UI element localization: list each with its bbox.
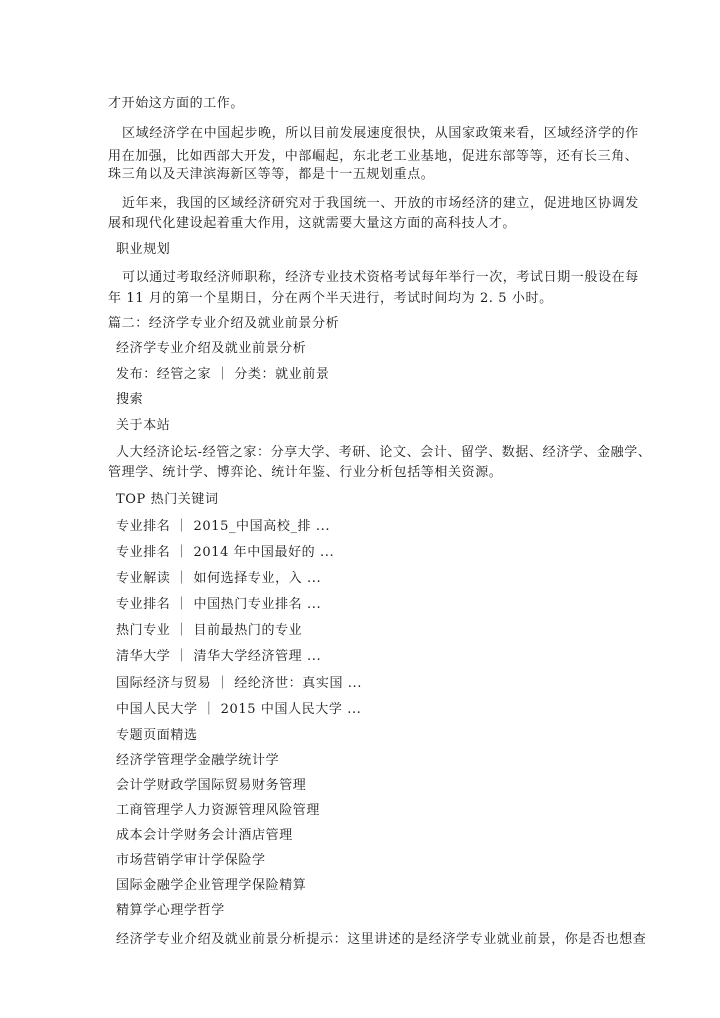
closing-paragraph: 经济学专业介绍及就业前景分析提示：这里讲述的是经济学专业就业前景，你是否也想查 [116,932,647,947]
about-text-line-1: 人大经济论坛-经管之家：分享大学、考研、论文、会计、留学、数据、经济学、金融学、 [116,445,652,460]
article2-heading: 篇二：经济学专业介绍及就业前景分析 [108,316,340,331]
intro-paragraph: 才开始这方面的工作。 [108,96,245,111]
featured-link[interactable]: 会计学财政学国际贸易财务管理 [116,778,307,793]
keyword-link[interactable]: 专业排名 ｜ 中国热门专业排名 ... [116,597,322,612]
career-heading: 职业规划 [116,242,171,257]
career-paragraph-line-1: 可以通过考取经济师职称，经济专业技术资格考试每年举行一次，考试日期一般设在每 [122,270,639,285]
featured-link[interactable]: 经济学管理学金融学统计学 [116,753,280,768]
keyword-link[interactable]: 中国人民大学 ｜ 2015 中国人民大学 ... [116,702,362,717]
search-label[interactable]: 搜索 [116,392,144,407]
keyword-link[interactable]: 热门专业 ｜ 目前最热门的专业 [116,623,303,638]
keyword-link[interactable]: 专业解读 ｜ 如何选择专业，入 ... [116,571,322,586]
regional-paragraph-line-3: 珠三角以及天津滨海新区等等，都是十一五规划重点。 [108,167,435,182]
keyword-link[interactable]: 专业排名 ｜ 2014 年中国最好的 ... [116,545,335,560]
about-text-line-2: 管理学、统计学、博弈论、统计年鉴、行业分析包括等相关资源。 [108,465,503,480]
article2-title: 经济学专业介绍及就业前景分析 [116,341,307,356]
keyword-link[interactable]: 国际经济与贸易 ｜ 经纶济世：真实国 ... [116,676,362,691]
featured-link[interactable]: 成本会计学财务会计酒店管理 [116,828,293,843]
top-keywords-label: TOP 热门关键词 [116,492,219,507]
regional-paragraph-line-1: 区域经济学在中国起步晚，所以目前发展速度很快，从国家政策来看，区域经济学的作 [122,126,639,141]
regional-paragraph-line-2: 用在加强，比如西部大开发，中部崛起，东北老工业基地，促进东部等等，还有长三角、 [108,149,639,164]
featured-link[interactable]: 工商管理学人力资源管理风险管理 [116,803,321,818]
keyword-link[interactable]: 清华大学 ｜ 清华大学经济管理 ... [116,649,322,664]
featured-link[interactable]: 精算学心理学哲学 [116,903,225,918]
article-meta: 发布：经管之家 ｜ 分类：就业前景 [116,367,330,382]
recent-paragraph-line-1: 近年来，我国的区域经济研究对于我国统一、开放的市场经济的建立，促进地区协调发 [122,196,639,211]
recent-paragraph-line-2: 展和现代化建设起着重大作用，这就需要大量这方面的高科技人才。 [108,216,517,231]
featured-link[interactable]: 国际金融学企业管理学保险精算 [116,878,307,893]
featured-link[interactable]: 市场营销学审计学保险学 [116,853,266,868]
career-paragraph-line-2: 年 11 月的第一个星期日，分在两个半天进行，考试时间均为 2. 5 小时。 [108,291,553,306]
keyword-link[interactable]: 专业排名 ｜ 2015_中国高校_排 ... [116,519,331,534]
about-label: 关于本站 [116,418,171,433]
featured-label: 专题页面精选 [116,728,198,743]
